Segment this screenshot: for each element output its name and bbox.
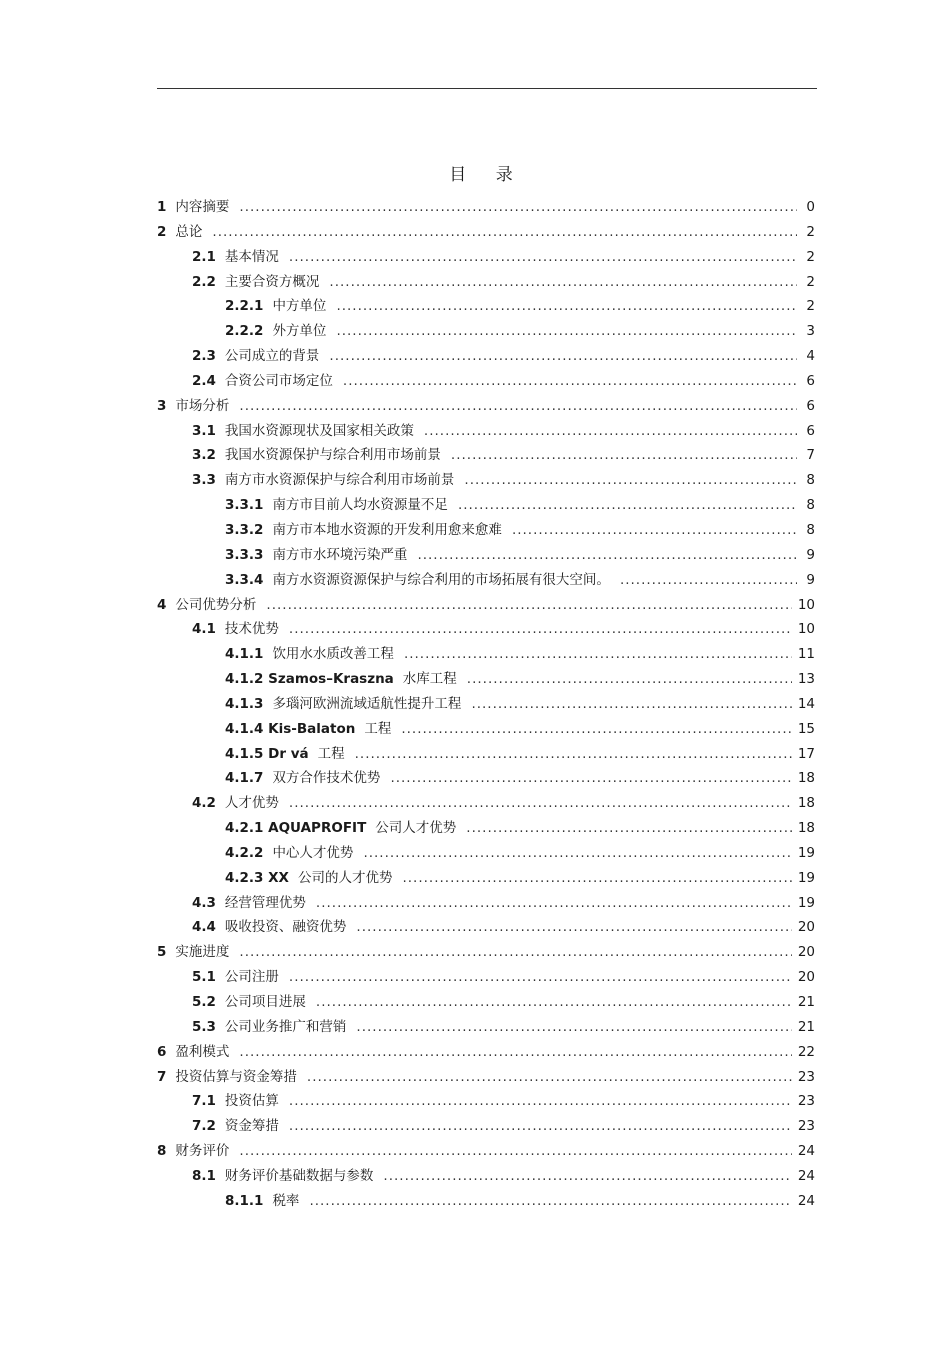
toc-entry-number: 2 [157, 223, 167, 240]
toc-entry-page: 19 [797, 894, 815, 911]
toc-entry-title: 资金筹措 [224, 1118, 279, 1135]
toc-dot-leader [356, 1015, 791, 1040]
toc-entry[interactable] [157, 915, 815, 940]
toc-entry-title: 技术优势 [224, 621, 279, 638]
toc-entry-title: 实施进度 [175, 944, 230, 961]
toc-dot-leader [424, 419, 797, 444]
toc-entry[interactable] [157, 866, 815, 891]
table-of-contents [157, 195, 815, 1214]
toc-entry[interactable] [157, 468, 815, 493]
toc-entry[interactable] [157, 270, 815, 295]
toc-entry[interactable] [157, 394, 815, 419]
toc-entry[interactable] [157, 816, 815, 841]
toc-entry-number: 5.2 [192, 994, 216, 1010]
toc-entry[interactable] [157, 766, 815, 791]
toc-dot-leader [329, 344, 797, 369]
toc-entry-page: 13 [797, 671, 815, 688]
toc-entry-page: 24 [797, 1167, 815, 1184]
toc-entry-page: 9 [806, 546, 815, 563]
toc-dot-leader [239, 940, 791, 965]
toc-entry-page: 10 [797, 596, 815, 613]
toc-dot-leader [316, 891, 792, 916]
toc-entry-number: 2.2 [192, 273, 216, 290]
toc-entry[interactable] [157, 642, 815, 667]
toc-dot-leader [336, 319, 797, 344]
toc-entry-page: 21 [797, 994, 815, 1010]
toc-entry-number: 4.1.1 [225, 646, 264, 663]
toc-entry-page: 21 [797, 1018, 815, 1035]
toc-entry[interactable] [157, 841, 815, 866]
toc-entry[interactable] [157, 717, 815, 742]
toc-dot-leader [355, 742, 792, 767]
toc-entry-title: 财务评价 [175, 1143, 230, 1160]
toc-entry-number: 5 [157, 944, 167, 961]
toc-entry-title: 南方水资源资源保护与综合利用的市场拓展有很大空间。 [272, 571, 610, 588]
toc-entry[interactable] [157, 568, 815, 593]
toc-entry-page: 8 [806, 521, 815, 538]
toc-dot-leader [356, 915, 791, 940]
toc-entry-page: 8 [806, 497, 815, 514]
toc-entry-title: 饮用水水质改善工程 [272, 646, 394, 663]
toc-dot-leader [289, 617, 792, 642]
toc-entry-page: 7 [806, 447, 815, 464]
toc-entry[interactable] [157, 990, 815, 1015]
toc-entry[interactable] [157, 443, 815, 468]
toc-entry-number: 3.3.4 [225, 571, 264, 588]
toc-dot-leader [329, 270, 797, 295]
toc-dot-leader [336, 294, 797, 319]
toc-entry-title: 投资估算与资金筹措 [175, 1068, 297, 1085]
toc-entry-title: 合资公司市场定位 [224, 372, 333, 389]
toc-dot-leader [464, 468, 797, 493]
toc-entry[interactable] [157, 593, 815, 618]
toc-entry[interactable] [157, 1114, 815, 1139]
toc-dot-leader [266, 593, 791, 618]
toc-entry-title: 主要合资方概况 [224, 273, 320, 290]
toc-entry-title: 南方市水环境污染严重 [272, 546, 408, 563]
toc-entry-page: 19 [797, 869, 815, 886]
toc-entry-page: 6 [806, 422, 815, 439]
toc-entry[interactable] [157, 294, 815, 319]
toc-entry-title: 人才优势 [224, 795, 279, 812]
toc-entry-title: 市场分析 [175, 397, 230, 414]
toc-entry[interactable] [157, 1065, 815, 1090]
toc-entry-page: 6 [806, 397, 815, 414]
toc-dot-leader [239, 1139, 791, 1164]
toc-entry-number: 3 [157, 397, 167, 414]
toc-entry[interactable] [157, 543, 815, 568]
toc-entry-number: 5.1 [192, 969, 216, 986]
toc-entry-number: 7 [157, 1068, 167, 1085]
toc-entry-title: 工程 [364, 720, 392, 737]
toc-entry-page: 23 [797, 1093, 815, 1110]
toc-entry-number: 4 [157, 596, 167, 613]
toc-entry-number: 4.1.2 Szamos–Kraszna [225, 671, 394, 688]
toc-entry-number: 4.4 [192, 919, 216, 936]
toc-entry-number: 4.2.2 [225, 844, 264, 861]
toc-dot-leader [404, 642, 792, 667]
toc-entry[interactable] [157, 1164, 815, 1189]
page-title: 目 录 [449, 165, 525, 185]
toc-entry-title: 吸收投资、融资优势 [224, 919, 347, 936]
toc-entry-title: 公司注册 [224, 969, 279, 986]
toc-entry-number: 2.2.2 [225, 323, 264, 340]
toc-entry[interactable] [157, 692, 815, 717]
toc-dot-leader [239, 195, 797, 220]
toc-dot-leader [363, 841, 791, 866]
toc-entry-page: 9 [806, 571, 815, 588]
toc-entry-number: 4.1 [192, 621, 216, 638]
toc-entry-page: 2 [806, 273, 815, 290]
toc-entry-number: 3.3 [192, 472, 216, 489]
toc-entry[interactable] [157, 344, 815, 369]
toc-dot-leader [289, 791, 792, 816]
toc-entry-page: 14 [797, 695, 815, 712]
toc-dot-leader [402, 866, 791, 891]
toc-entry-page: 20 [797, 969, 815, 986]
toc-entry-number: 6 [157, 1043, 167, 1060]
toc-dot-leader [390, 766, 791, 791]
toc-dot-leader [417, 543, 797, 568]
toc-entry-page: 8 [806, 472, 815, 489]
toc-entry[interactable] [157, 667, 815, 692]
toc-entry-page: 24 [797, 1192, 815, 1209]
toc-entry-number: 8 [157, 1143, 167, 1160]
toc-entry-number: 3.1 [192, 422, 216, 439]
toc-entry-title: 中心人才优势 [272, 844, 354, 861]
toc-entry[interactable] [157, 1139, 815, 1164]
toc-entry-number: 4.1.7 [225, 770, 264, 787]
toc-entry-title: 总论 [175, 223, 203, 240]
toc-entry[interactable] [157, 369, 815, 394]
toc-entry-page: 22 [797, 1043, 815, 1060]
toc-entry-title: 公司优势分析 [175, 596, 257, 613]
toc-entry-page: 24 [797, 1143, 815, 1160]
toc-entry[interactable] [157, 1089, 815, 1114]
toc-entry-number: 2.3 [192, 348, 216, 365]
toc-entry-title: 盈利模式 [175, 1043, 230, 1060]
toc-entry-number: 3.2 [192, 447, 216, 464]
toc-entry-page: 17 [797, 745, 815, 762]
toc-entry[interactable] [157, 220, 815, 245]
toc-entry-number: 4.2.3 XX [225, 869, 289, 886]
toc-entry-title: 工程 [317, 745, 345, 762]
toc-entry-number: 4.1.4 Kis-Balaton [225, 720, 356, 737]
toc-entry-title: 公司人才优势 [375, 820, 457, 837]
toc-entry-page: 20 [797, 919, 815, 936]
toc-entry-page: 2 [806, 248, 815, 265]
toc-entry-title: 基本情况 [224, 248, 279, 265]
toc-entry-title: 财务评价基础数据与参数 [224, 1167, 374, 1184]
toc-entry-title: 投资估算 [224, 1093, 279, 1110]
toc-entry-number: 3.3.3 [225, 546, 264, 563]
toc-entry-number: 7.2 [192, 1118, 216, 1135]
toc-entry-page: 2 [806, 298, 815, 315]
toc-entry-page: 20 [797, 944, 815, 961]
toc-entry-title: 水库工程 [402, 671, 457, 688]
toc-dot-leader [316, 990, 792, 1015]
toc-dot-leader [620, 568, 797, 593]
toc-entry-page: 10 [797, 621, 815, 638]
toc-entry-number: 8.1.1 [225, 1192, 264, 1209]
toc-entry-number: 4.1.3 [225, 695, 264, 712]
toc-entry-title: 外方单位 [272, 323, 327, 340]
toc-dot-leader [309, 1189, 791, 1214]
toc-entry-number: 1 [157, 199, 167, 215]
toc-entry-page: 19 [797, 844, 815, 861]
toc-entry-number: 4.1.5 Dr vá [225, 745, 309, 762]
toc-entry-title: 南方市本地水资源的开发利用愈来愈难 [272, 521, 502, 538]
toc-entry[interactable] [157, 1189, 815, 1214]
toc-entry-title: 公司成立的背景 [224, 348, 320, 365]
toc-entry-title: 南方市水资源保护与综合利用市场前景 [224, 472, 455, 489]
toc-entry-number: 3.3.2 [225, 521, 264, 538]
toc-entry-number: 3.3.1 [225, 497, 264, 514]
header-rule [157, 88, 817, 89]
toc-entry[interactable] [157, 1040, 815, 1065]
toc-dot-leader [401, 717, 791, 742]
toc-dot-leader [239, 394, 797, 419]
toc-entry-title: 我国水资源保护与综合利用市场前景 [224, 447, 441, 464]
toc-entry-title: 内容摘要 [175, 199, 230, 215]
toc-entry-title: 公司的人才优势 [297, 869, 393, 886]
toc-entry[interactable] [157, 518, 815, 543]
toc-entry-title: 多瑙河欧洲流域适航性提升工程 [272, 695, 462, 712]
toc-entry-title: 南方市目前人均水资源量不足 [272, 497, 448, 514]
toc-entry-title: 公司项目进展 [224, 994, 306, 1010]
toc-dot-leader [467, 667, 792, 692]
toc-entry-number: 2.1 [192, 248, 216, 265]
toc-entry-page: 2 [806, 223, 815, 240]
toc-entry-page: 18 [797, 820, 815, 837]
toc-dot-leader [289, 245, 797, 270]
toc-dot-leader [212, 220, 797, 245]
toc-entry-number: 4.3 [192, 894, 216, 911]
toc-entry-page: 23 [797, 1118, 815, 1135]
toc-dot-leader [451, 443, 797, 468]
toc-dot-leader [343, 369, 797, 394]
toc-entry-title: 我国水资源现状及国家相关政策 [224, 422, 414, 439]
toc-entry-page: 15 [797, 720, 815, 737]
toc-dot-leader [289, 965, 792, 990]
toc-entry-title: 双方合作技术优势 [272, 770, 381, 787]
toc-dot-leader [466, 816, 792, 841]
toc-entry[interactable] [157, 791, 815, 816]
toc-entry[interactable] [157, 493, 815, 518]
toc-entry-page: 18 [797, 770, 815, 787]
toc-entry-page: 0 [806, 199, 815, 215]
toc-entry[interactable] [157, 965, 815, 990]
toc-entry[interactable] [157, 195, 815, 220]
toc-entry-page: 4 [806, 348, 815, 365]
toc-dot-leader [289, 1089, 792, 1114]
toc-entry-page: 3 [806, 323, 815, 340]
toc-dot-leader [471, 692, 791, 717]
toc-entry-number: 4.2.1 AQUAPROFIT [225, 820, 367, 837]
toc-entry-number: 4.2 [192, 795, 216, 812]
toc-entry-page: 6 [806, 372, 815, 389]
toc-entry-page: 18 [797, 795, 815, 812]
toc-dot-leader [458, 493, 797, 518]
toc-entry[interactable] [157, 319, 815, 344]
toc-entry[interactable] [157, 617, 815, 642]
toc-entry-page: 23 [797, 1068, 815, 1085]
toc-entry[interactable] [157, 940, 815, 965]
toc-entry-title: 税率 [272, 1192, 300, 1209]
toc-dot-leader [239, 1040, 791, 1065]
toc-entry-number: 2.4 [192, 372, 216, 389]
toc-entry-title: 公司业务推广和营销 [224, 1018, 347, 1035]
toc-entry-page: 11 [797, 646, 815, 663]
toc-entry-number: 7.1 [192, 1093, 216, 1110]
toc-dot-leader [289, 1114, 792, 1139]
toc-entry-title: 经营管理优势 [224, 894, 306, 911]
toc-entry-title: 中方单位 [272, 298, 327, 315]
toc-dot-leader [383, 1164, 791, 1189]
toc-entry-number: 2.2.1 [225, 298, 264, 315]
toc-entry[interactable] [157, 891, 815, 916]
toc-entry[interactable] [157, 245, 815, 270]
toc-dot-leader [512, 518, 797, 543]
toc-entry[interactable] [157, 1015, 815, 1040]
toc-entry-number: 8.1 [192, 1167, 216, 1184]
toc-entry-number: 5.3 [192, 1018, 216, 1035]
toc-entry[interactable] [157, 419, 815, 444]
toc-entry[interactable] [157, 742, 815, 767]
toc-dot-leader [307, 1065, 792, 1090]
